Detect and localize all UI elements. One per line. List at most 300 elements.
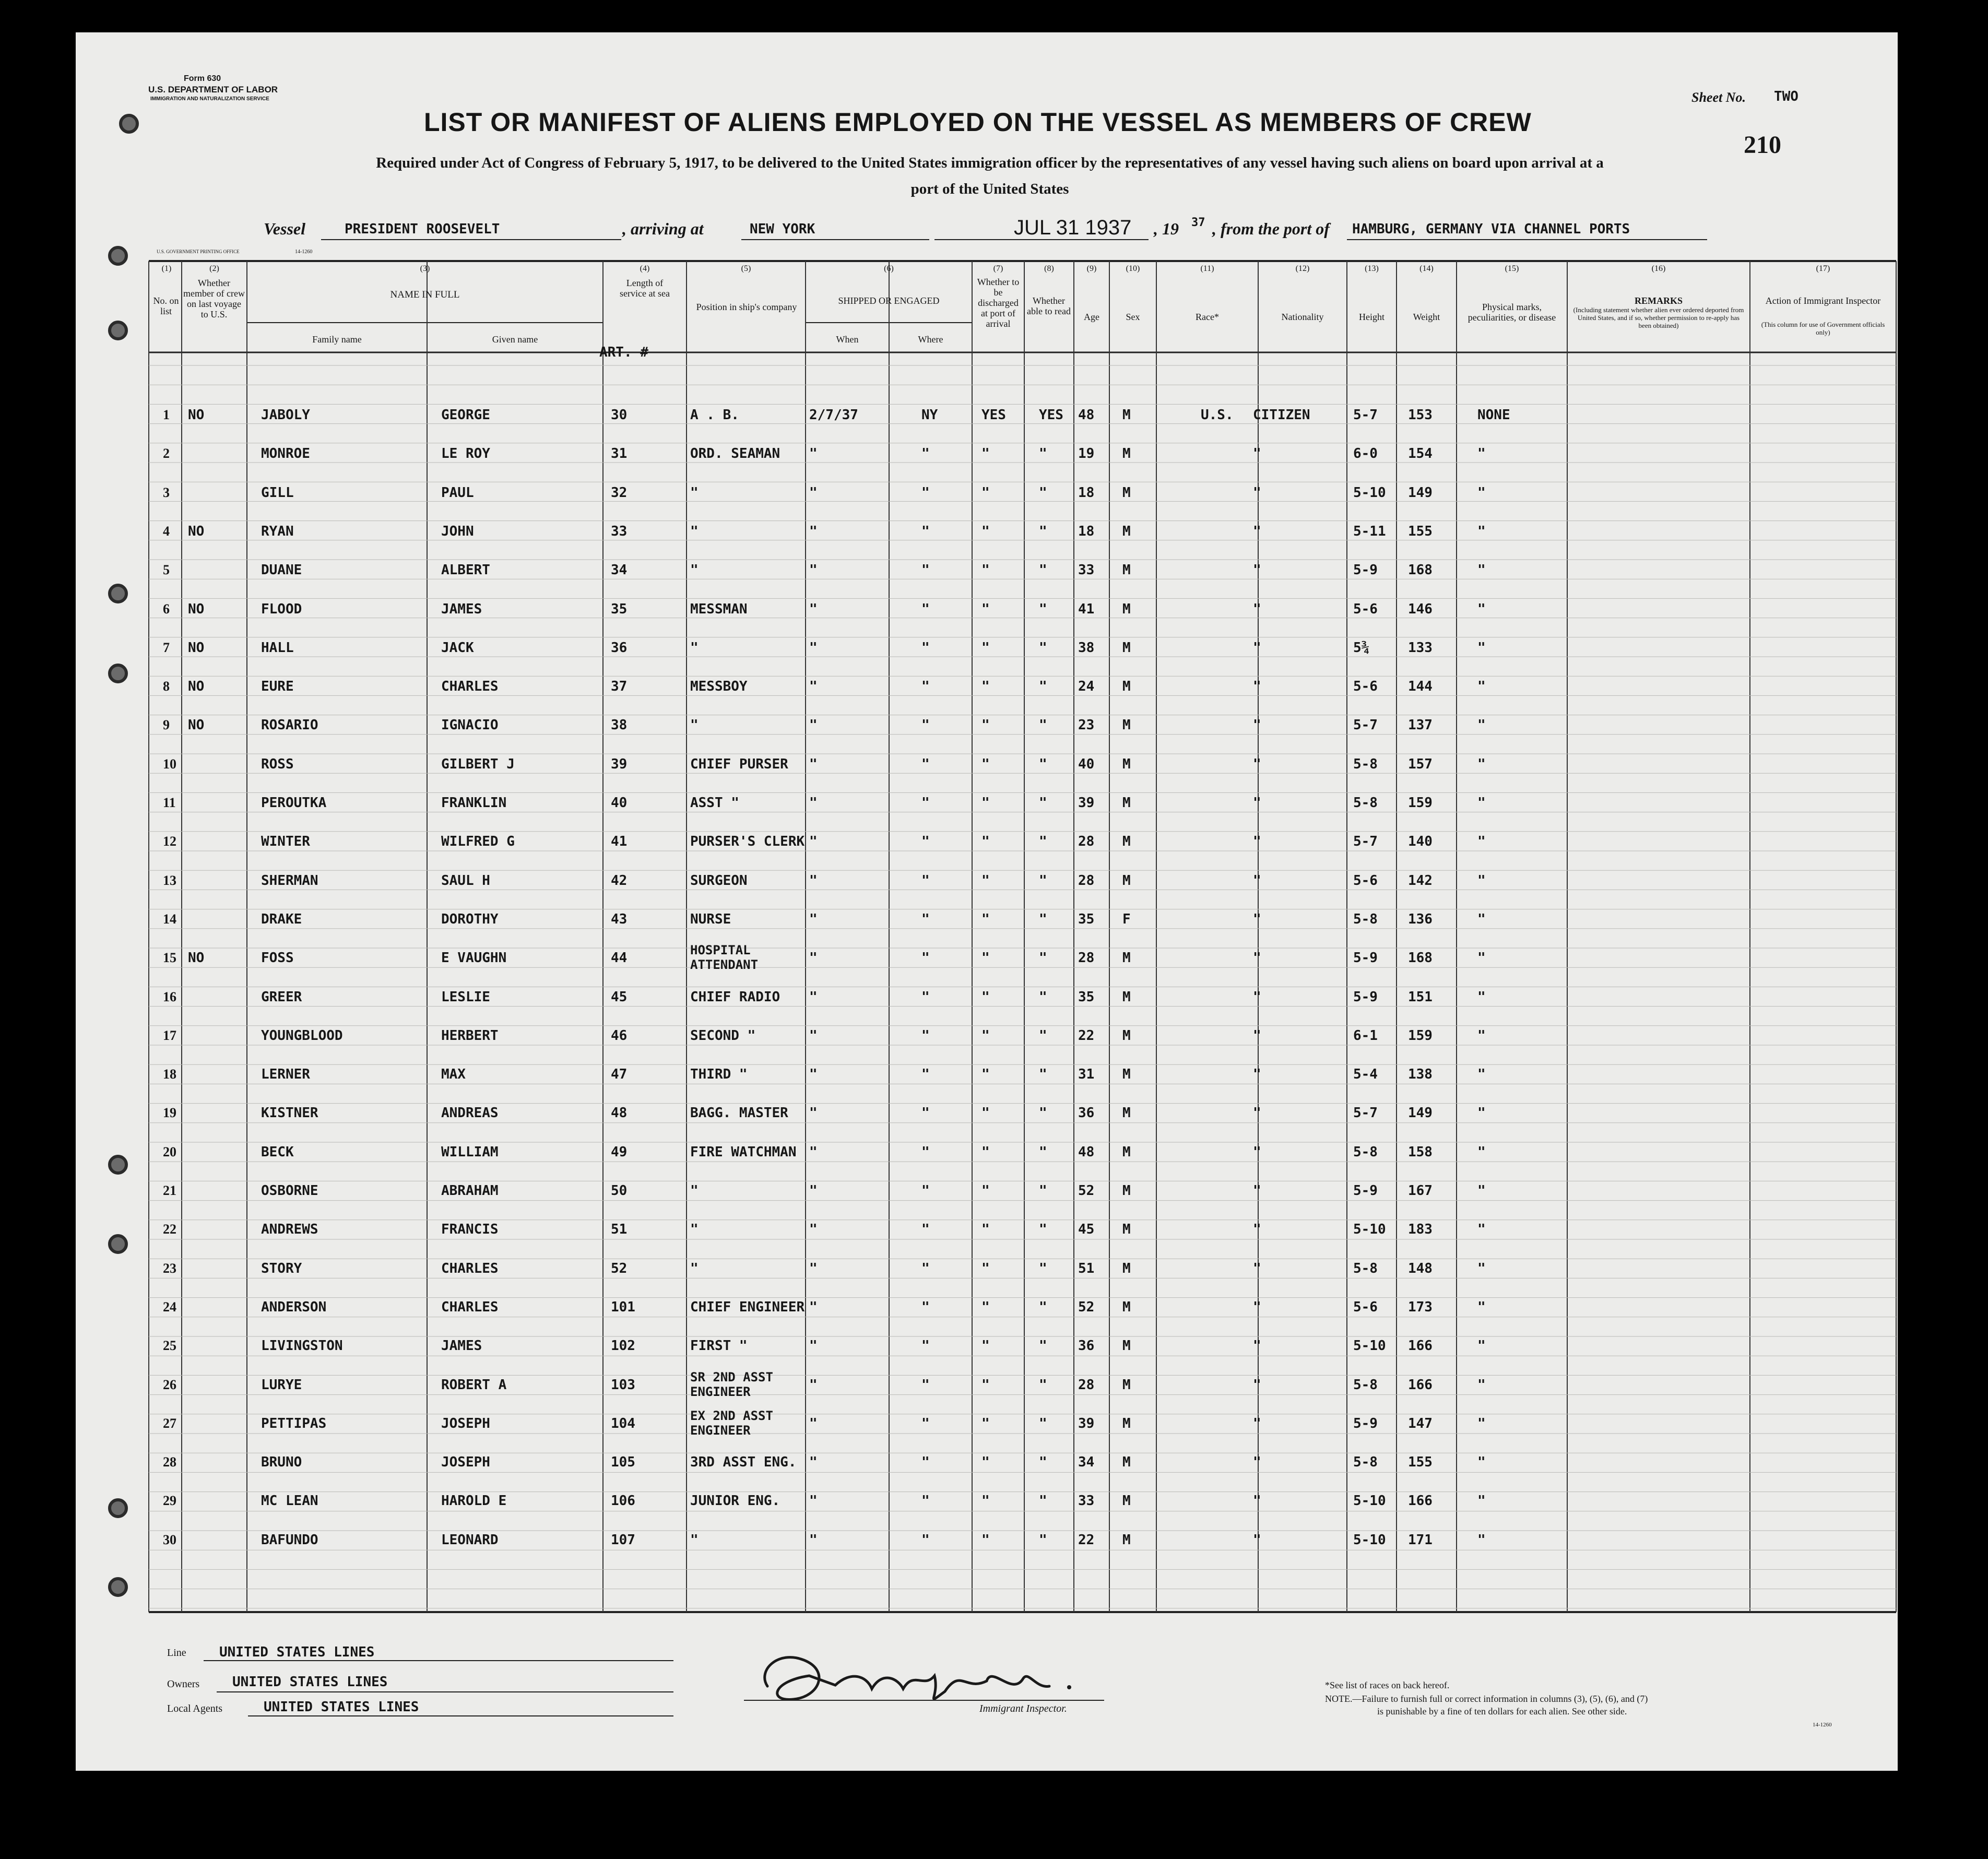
cell-sex: M: [1122, 756, 1131, 772]
cell-family-name: ANDREWS: [261, 1222, 318, 1238]
races-note: *See list of races on back hereof.: [1325, 1680, 1450, 1690]
cell-family-name: DRAKE: [261, 911, 302, 927]
cell-position: ": [690, 484, 699, 501]
cell-discharged: ": [981, 1377, 990, 1393]
cell-family-name: OSBORNE: [261, 1183, 318, 1199]
cell-art-number: 49: [611, 1144, 628, 1160]
cell-position: CHIEF ENGINEER: [690, 1299, 805, 1315]
cell-physical-marks: ": [1477, 523, 1486, 539]
cell-able-to-read: ": [1039, 640, 1047, 656]
cell-position: ": [690, 1532, 699, 1548]
cell-nationality: ": [1253, 601, 1261, 617]
col-10-number: (10): [1126, 264, 1140, 273]
cell-able-to-read: ": [1039, 1144, 1047, 1160]
col-3-number: (3): [420, 264, 430, 273]
cell-age: 48: [1078, 407, 1095, 423]
cell-sex: M: [1122, 1144, 1131, 1160]
cell-discharged: ": [981, 1144, 990, 1160]
cell-sex: M: [1122, 717, 1131, 733]
owners-value: UNITED STATES LINES: [232, 1674, 388, 1690]
cell-physical-marks: ": [1477, 1454, 1486, 1471]
cell-given-name: MAX: [441, 1067, 466, 1083]
cell-position: FIRST ": [690, 1338, 748, 1354]
cell-physical-marks: ": [1477, 679, 1486, 695]
cell-art-number: 105: [611, 1454, 635, 1471]
page-title: LIST OR MANIFEST OF ALIENS EMPLOYED ON THE VESSEL AS MEMBERS OF CREW: [424, 108, 1532, 137]
cell-family-name: KISTNER: [261, 1105, 318, 1121]
cell-position: EX 2ND ASST ENGINEER: [690, 1408, 773, 1438]
cell-weight: 168: [1408, 562, 1433, 578]
cell-nationality: ": [1253, 640, 1261, 656]
cell-given-name: ROBERT A: [441, 1377, 507, 1393]
cell-position: JUNIOR ENG.: [690, 1493, 780, 1509]
cell-able-to-read: ": [1039, 756, 1047, 772]
cell-prev-voyage: NO: [188, 950, 205, 966]
col-4-header: Length of service at sea: [620, 278, 670, 299]
cell-height: 5-10: [1353, 1222, 1386, 1238]
cell-weight: 159: [1408, 1027, 1433, 1044]
cell-nationality: ": [1253, 1144, 1261, 1160]
cell-height: 5-6: [1353, 679, 1378, 695]
cell-given-name: E VAUGHN: [441, 950, 507, 966]
cell-shipped-where: ": [921, 1299, 930, 1315]
cell-weight: 166: [1408, 1493, 1433, 1509]
col-11-header: Race*: [1196, 312, 1219, 322]
row-number: 26: [163, 1377, 176, 1392]
cell-physical-marks: ": [1477, 950, 1486, 966]
binder-hole: [119, 114, 139, 134]
cell-shipped-when: ": [809, 523, 818, 539]
cell-sex: M: [1122, 950, 1131, 966]
row-number: 19: [163, 1105, 176, 1121]
cell-nationality: ": [1253, 1105, 1261, 1121]
cell-weight: 168: [1408, 950, 1433, 966]
line-underline: [204, 1660, 673, 1661]
cell-sex: M: [1122, 1105, 1131, 1121]
cell-sex: M: [1122, 1532, 1131, 1548]
cell-physical-marks: ": [1477, 1338, 1486, 1354]
cell-able-to-read: ": [1039, 911, 1047, 927]
cell-discharged: ": [981, 1338, 990, 1354]
cell-able-to-read: ": [1039, 1493, 1047, 1509]
cell-art-number: 37: [611, 679, 628, 695]
cell-age: 36: [1078, 1338, 1095, 1354]
cell-shipped-when: ": [809, 1027, 818, 1044]
cell-physical-marks: ": [1477, 1377, 1486, 1393]
cell-shipped-when: ": [809, 872, 818, 889]
col-6-where-header: Where: [918, 334, 943, 345]
cell-given-name: CHARLES: [441, 1299, 499, 1315]
cell-discharged: ": [981, 601, 990, 617]
cell-height: 5-7: [1353, 834, 1378, 850]
cell-family-name: PEROUTKA: [261, 795, 327, 811]
cell-shipped-where: ": [921, 1454, 930, 1471]
col-17-number: (17): [1816, 264, 1830, 273]
cell-weight: 183: [1408, 1222, 1433, 1238]
cell-height: 5-10: [1353, 1532, 1386, 1548]
cell-art-number: 42: [611, 872, 628, 889]
row-number: 12: [163, 834, 176, 849]
cell-given-name: JOHN: [441, 523, 474, 539]
department-name: U.S. DEPARTMENT OF LABOR: [148, 85, 278, 94]
row-number: 16: [163, 989, 176, 1004]
cell-art-number: 52: [611, 1260, 628, 1276]
cell-position: SR 2ND ASST ENGINEER: [690, 1369, 773, 1399]
cell-able-to-read: ": [1039, 1105, 1047, 1121]
cell-height: 5-8: [1353, 1144, 1378, 1160]
cell-family-name: JABOLY: [261, 407, 310, 423]
printing-office: U.S. GOVERNMENT PRINTING OFFICE: [157, 249, 240, 254]
cell-shipped-when: ": [809, 484, 818, 501]
form-number: Form 630: [184, 74, 221, 83]
cell-height: 5-6: [1353, 601, 1378, 617]
cell-shipped-when: ": [809, 1222, 818, 1238]
row-number: 17: [163, 1027, 176, 1043]
cell-sex: M: [1122, 1377, 1131, 1393]
cell-nationality: ": [1253, 562, 1261, 578]
cell-nationality: ": [1253, 1493, 1261, 1509]
cell-discharged: ": [981, 640, 990, 656]
cell-height: 5-10: [1353, 1338, 1386, 1354]
row-number: 13: [163, 872, 176, 888]
cell-age: 48: [1078, 1144, 1095, 1160]
cell-shipped-where: ": [921, 834, 930, 850]
cell-nationality: ": [1253, 1299, 1261, 1315]
cell-age: 19: [1078, 446, 1095, 462]
cell-family-name: YOUNGBLOOD: [261, 1027, 343, 1044]
cell-shipped-where: ": [921, 717, 930, 733]
cell-age: 28: [1078, 1377, 1095, 1393]
cell-age: 36: [1078, 1105, 1095, 1121]
cell-sex: M: [1122, 1260, 1131, 1276]
cell-weight: 149: [1408, 484, 1433, 501]
cell-shipped-when: ": [809, 640, 818, 656]
cell-family-name: RYAN: [261, 523, 294, 539]
cell-shipped-when: ": [809, 911, 818, 927]
cell-sex: M: [1122, 679, 1131, 695]
cell-family-name: PETTIPAS: [261, 1415, 327, 1431]
col-1-header: No. on list: [153, 295, 179, 316]
cell-able-to-read: ": [1039, 523, 1047, 539]
cell-position: ": [690, 562, 699, 578]
cell-position: ": [690, 1222, 699, 1238]
cell-position: ": [690, 1183, 699, 1199]
cell-art-number: 45: [611, 989, 628, 1005]
cell-given-name: JOSEPH: [441, 1415, 490, 1431]
cell-height: 5-7: [1353, 717, 1378, 733]
cell-shipped-where: ": [921, 679, 930, 695]
cell-shipped-when: ": [809, 1299, 818, 1315]
cell-shipped-when: ": [809, 795, 818, 811]
arriving-label: , arriving at: [622, 219, 704, 238]
cell-shipped-where: ": [921, 989, 930, 1005]
cell-physical-marks: ": [1477, 640, 1486, 656]
cell-age: 39: [1078, 795, 1095, 811]
cell-discharged: ": [981, 1532, 990, 1548]
cell-discharged: ": [981, 756, 990, 772]
cell-shipped-where: ": [921, 484, 930, 501]
col-3-header: NAME IN FULL: [390, 289, 460, 300]
cell-shipped-when: ": [809, 562, 818, 578]
cell-discharged: ": [981, 1067, 990, 1083]
cell-physical-marks: ": [1477, 562, 1486, 578]
cell-physical-marks: ": [1477, 1222, 1486, 1238]
arrival-port: NEW YORK: [750, 221, 815, 237]
cell-given-name: FRANCIS: [441, 1222, 499, 1238]
vessel-name: PRESIDENT ROOSEVELT: [345, 221, 500, 237]
cell-weight: 148: [1408, 1260, 1433, 1276]
row-number: 27: [163, 1415, 176, 1431]
cell-height: 5-10: [1353, 1493, 1386, 1509]
sheet-number-value: TWO: [1774, 89, 1798, 104]
cell-height: 5-11: [1353, 523, 1386, 539]
cell-shipped-where: ": [921, 601, 930, 617]
cell-age: 28: [1078, 834, 1095, 850]
cell-art-number: 106: [611, 1493, 635, 1509]
cell-physical-marks: ": [1477, 1067, 1486, 1083]
cell-prev-voyage: NO: [188, 679, 205, 695]
col-13-number: (13): [1365, 264, 1379, 273]
line-value: UNITED STATES LINES: [219, 1644, 375, 1660]
cell-family-name: LURYE: [261, 1377, 302, 1393]
cell-height: 5-9: [1353, 1183, 1378, 1199]
cell-shipped-when: ": [809, 1454, 818, 1471]
cell-weight: 155: [1408, 523, 1433, 539]
row-number: 23: [163, 1260, 176, 1276]
col-13-header: Height: [1359, 312, 1384, 322]
cell-sex: M: [1122, 1338, 1131, 1354]
cell-discharged: ": [981, 1222, 990, 1238]
cell-able-to-read: ": [1039, 562, 1047, 578]
cell-shipped-when: ": [809, 1415, 818, 1431]
form-code-bottom: 14-1260: [1813, 1722, 1832, 1728]
cell-able-to-read: ": [1039, 1027, 1047, 1044]
cell-discharged: ": [981, 1415, 990, 1431]
cell-able-to-read: ": [1039, 950, 1047, 966]
cell-family-name: LERNER: [261, 1067, 310, 1083]
cell-age: 41: [1078, 601, 1095, 617]
cell-discharged: ": [981, 1260, 990, 1276]
binder-hole: [108, 246, 128, 266]
cell-family-name: EURE: [261, 679, 294, 695]
cell-able-to-read: ": [1039, 1338, 1047, 1354]
col-4-typed-note: ART. #: [599, 345, 648, 360]
cell-able-to-read: ": [1039, 1377, 1047, 1393]
cell-nationality: CITIZEN: [1253, 407, 1310, 423]
cell-prev-voyage: NO: [188, 640, 205, 656]
cell-height: 5-4: [1353, 1067, 1378, 1083]
cell-nationality: ": [1253, 1067, 1261, 1083]
cell-position: MESSMAN: [690, 601, 748, 617]
col-14-header: Weight: [1413, 312, 1440, 322]
cell-shipped-when: ": [809, 1260, 818, 1276]
col-12-header: Nationality: [1281, 312, 1324, 322]
col-14-number: (14): [1419, 264, 1434, 273]
requirement-line-2: port of the United States: [910, 181, 1069, 197]
cell-family-name: BECK: [261, 1144, 294, 1160]
cell-physical-marks: ": [1477, 1532, 1486, 1548]
cell-sex: M: [1122, 1454, 1131, 1471]
cell-weight: 149: [1408, 1105, 1433, 1121]
cell-able-to-read: ": [1039, 717, 1047, 733]
cell-shipped-when: ": [809, 950, 818, 966]
cell-art-number: 47: [611, 1067, 628, 1083]
cell-nationality: ": [1253, 1377, 1261, 1393]
cell-age: 22: [1078, 1532, 1095, 1548]
cell-shipped-where: ": [921, 1260, 930, 1276]
row-number: 2: [163, 446, 170, 461]
cell-height: 5-8: [1353, 795, 1378, 811]
cell-sex: M: [1122, 1415, 1131, 1431]
cell-art-number: 107: [611, 1532, 635, 1548]
cell-shipped-where: ": [921, 950, 930, 966]
cell-family-name: ANDERSON: [261, 1299, 327, 1315]
cell-family-name: MONROE: [261, 446, 310, 462]
cell-shipped-when: ": [809, 834, 818, 850]
cell-shipped-when: ": [809, 1493, 818, 1509]
cell-physical-marks: ": [1477, 601, 1486, 617]
cell-height: 6-1: [1353, 1027, 1378, 1044]
cell-discharged: ": [981, 795, 990, 811]
cell-given-name: JAMES: [441, 601, 482, 617]
cell-family-name: WINTER: [261, 834, 310, 850]
cell-nationality: ": [1253, 1454, 1261, 1471]
cell-shipped-when: ": [809, 1377, 818, 1393]
cell-age: 33: [1078, 1493, 1095, 1509]
cell-height: 5-8: [1353, 1454, 1378, 1471]
cell-art-number: 34: [611, 562, 628, 578]
signature-line: [744, 1700, 1104, 1701]
inspector-caption: Immigrant Inspector.: [979, 1703, 1067, 1714]
cell-art-number: 50: [611, 1183, 628, 1199]
cell-given-name: ALBERT: [441, 562, 490, 578]
cell-height: 5-10: [1353, 484, 1386, 501]
cell-prev-voyage: NO: [188, 717, 205, 733]
arrival-underline: [741, 239, 929, 240]
cell-family-name: FOSS: [261, 950, 294, 966]
cell-art-number: 41: [611, 834, 628, 850]
cell-art-number: 48: [611, 1105, 628, 1121]
cell-position: ": [690, 523, 699, 539]
row-number: 15: [163, 950, 176, 966]
cell-shipped-when: ": [809, 679, 818, 695]
cell-art-number: 38: [611, 717, 628, 733]
cell-height: 5-8: [1353, 756, 1378, 772]
cell-shipped-when: ": [809, 756, 818, 772]
cell-discharged: ": [981, 562, 990, 578]
cell-weight: 147: [1408, 1415, 1433, 1431]
cell-weight: 137: [1408, 717, 1433, 733]
cell-age: 33: [1078, 562, 1095, 578]
row-number: 30: [163, 1532, 176, 1547]
col-15-number: (15): [1505, 264, 1519, 273]
row-number: 28: [163, 1454, 176, 1470]
cell-shipped-where: ": [921, 562, 930, 578]
cell-height: 5-7: [1353, 1105, 1378, 1121]
agents-underline: [248, 1715, 673, 1716]
cell-physical-marks: ": [1477, 1027, 1486, 1044]
cell-age: 40: [1078, 756, 1095, 772]
cell-shipped-where: ": [921, 756, 930, 772]
cell-shipped-when: ": [809, 989, 818, 1005]
col-5-header: Position in ship's company: [696, 302, 797, 312]
from-port-label: , from the port of: [1212, 219, 1330, 238]
cell-weight: 140: [1408, 834, 1433, 850]
cell-physical-marks: ": [1477, 1493, 1486, 1509]
cell-sex: M: [1122, 1027, 1131, 1044]
cell-family-name: LIVINGSTON: [261, 1338, 343, 1354]
cell-physical-marks: ": [1477, 1415, 1486, 1431]
cell-height: 5¾: [1353, 640, 1370, 656]
cell-sex: M: [1122, 446, 1131, 462]
col-17-header: Action of Immigrant Inspector: [1765, 295, 1881, 306]
row-number: 8: [163, 679, 170, 694]
cell-able-to-read: ": [1039, 1260, 1047, 1276]
cell-prev-voyage: NO: [188, 601, 205, 617]
cell-discharged: ": [981, 1105, 990, 1121]
cell-given-name: WILFRED G: [441, 834, 515, 850]
cell-height: 5-9: [1353, 989, 1378, 1005]
col-3-given-header: Given name: [492, 334, 538, 345]
cell-prev-voyage: NO: [188, 407, 205, 423]
row-number: 20: [163, 1144, 176, 1159]
col-3-family-header: Family name: [312, 334, 362, 345]
col-6-header: SHIPPED OR ENGAGED: [838, 295, 940, 306]
row-number: 22: [163, 1222, 176, 1237]
col-6-when-header: When: [836, 334, 859, 345]
cell-able-to-read: ": [1039, 795, 1047, 811]
cell-physical-marks: ": [1477, 1144, 1486, 1160]
cell-discharged: ": [981, 989, 990, 1005]
penalty-note-2: is punishable by a fine of ten dollars for each alien. See other side.: [1377, 1706, 1627, 1716]
cell-nationality: ": [1253, 1415, 1261, 1431]
cell-shipped-when: ": [809, 1105, 818, 1121]
col-11-number: (11): [1200, 264, 1214, 273]
cell-art-number: 101: [611, 1299, 635, 1315]
cell-sex: M: [1122, 1299, 1131, 1315]
col-1-number: (1): [161, 264, 172, 273]
cell-position: THIRD ": [690, 1067, 748, 1083]
cell-discharged: ": [981, 872, 990, 889]
cell-age: 35: [1078, 989, 1095, 1005]
year-value: 37: [1191, 216, 1205, 229]
cell-family-name: ROSS: [261, 756, 294, 772]
cell-height: 5-9: [1353, 562, 1378, 578]
cell-nationality: ": [1253, 1260, 1261, 1276]
col-12-number: (12): [1295, 264, 1310, 273]
cell-given-name: WILLIAM: [441, 1144, 499, 1160]
cell-physical-marks: ": [1477, 717, 1486, 733]
cell-shipped-when: 2/7/37: [809, 407, 858, 423]
cell-able-to-read: ": [1039, 601, 1047, 617]
cell-shipped-where: ": [921, 872, 930, 889]
cell-given-name: PAUL: [441, 484, 474, 501]
cell-nationality: ": [1253, 1183, 1261, 1199]
cell-age: 18: [1078, 484, 1095, 501]
cell-shipped-where: ": [921, 640, 930, 656]
line-label: Line: [167, 1647, 186, 1659]
cell-height: 5-8: [1353, 911, 1378, 927]
form-code-top: 14-1260: [295, 249, 313, 255]
cell-height: 5-9: [1353, 950, 1378, 966]
cell-shipped-where: ": [921, 1067, 930, 1083]
cell-given-name: CHARLES: [441, 1260, 499, 1276]
cell-weight: 159: [1408, 795, 1433, 811]
cell-physical-marks: ": [1477, 872, 1486, 889]
cell-able-to-read: ": [1039, 1415, 1047, 1431]
cell-weight: 154: [1408, 446, 1433, 462]
cell-able-to-read: ": [1039, 1183, 1047, 1199]
